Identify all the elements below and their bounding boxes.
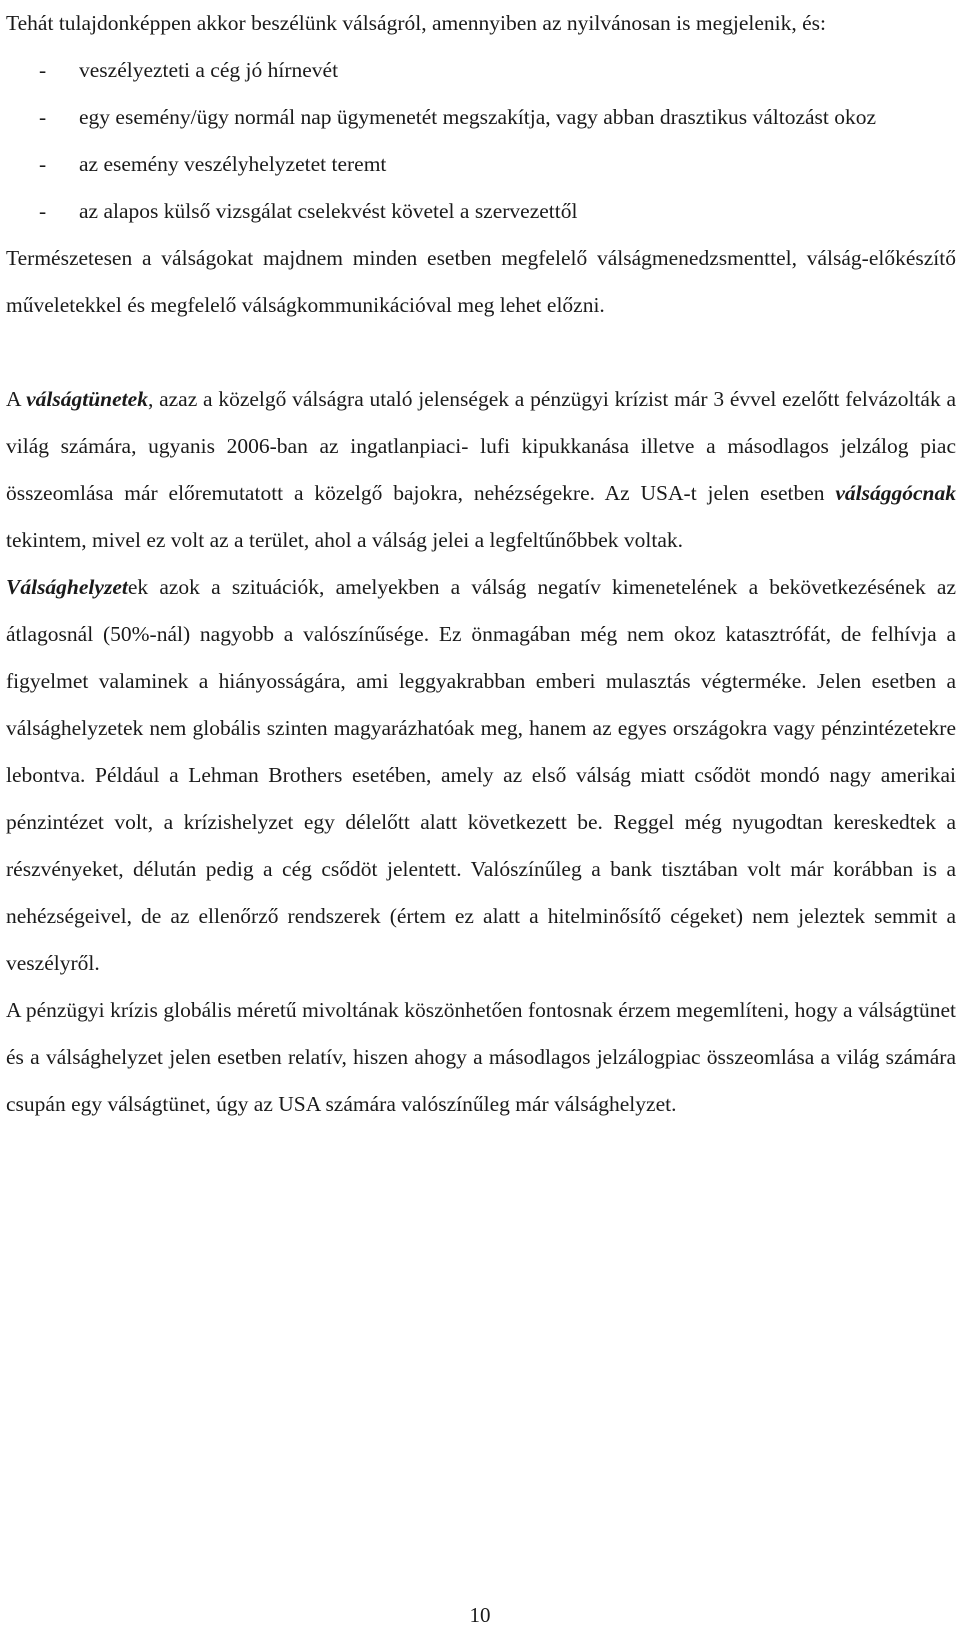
list-dash: -: [39, 199, 47, 223]
term-focus: válsággócnak: [835, 481, 956, 505]
symptoms-paragraph: A válságtünetek, azaz a közelgő válságra utaló jelenségek a pénzügyi krízist már 3 évvel ezelőtt felvázolták a világ számára, ugyanis 2006-ban az ingatlanpiaci- lufi kipukkanása illetve a másodlagos jelzálog piac összeomlása már előremutatott a közelgő bajokra, nehézségekre. Az USA-t jelen esetben válsággócnak tekintem, mivel ez volt az a terület, ahol a válság jelei a legfeltűnőbbek voltak.: [6, 387, 957, 552]
document-page: [6, 0, 956, 1128]
prevention-paragraph: Természetesen a válságokat majdnem minden esetben megfelelő válságmenedzsmenttel, válság-előkészítő műveletekkel és megfelelő válságkommunikációval meg lehet előzni.: [6, 246, 956, 317]
list-item: - az alapos külső vizsgálat cselekvést követel a szervezettől: [6, 188, 956, 235]
list-item: - egy esemény/ügy normál nap ügymenetét megszakítja, vagy abban drasztikus változást okoz: [6, 94, 956, 141]
criteria-list: [6, 47, 956, 235]
situation-paragraph: Válsághelyzetek azok a szituációk, amelyekben a válság negatív kimenetelének a bekövetkezésének az átlagosnál (50%-nál) nagyobb a valószínűsége. Ez önmagában még nem okoz katasztrófát, de felhívja a figyelmet valaminek a hiányosságára, ami leggyakrabban emberi mulasztás végterméke. Jelen esetben a válsághelyzetek nem globális szinten magyarázhatóak meg, hanem az egyes országokra vagy pénzintézetekre lebontva. Például a Lehman Brothers esetében, amely az első válság miatt csődöt mondó nagy amerikai pénzintézet volt, a krízishelyzet egy délelőtt alatt következett be. Reggel még nyugodtan kereskedtek a részvényeket, délután pedig a cég csődöt jelentett. Valószínűleg a bank tisztában volt már korábban is a nehézségeivel, de az ellenőrző rendszerek (értem ez alatt a hitelminősítő cégeket) nem jeleztek semmit a veszélyről.: [6, 575, 956, 975]
list-dash: -: [39, 58, 47, 82]
term-situation: Válsághelyzet: [6, 575, 128, 599]
intro-paragraph: Tehát tulajdonképpen akkor beszélünk válságról, amennyiben az nyilvánosan is megjelenik, és:: [6, 11, 827, 35]
page-number: 10: [469, 1603, 491, 1627]
global-paragraph: A pénzügyi krízis globális méretű mivoltának köszönhetően fontosnak érzem megemlíteni, hogy a válságtünet és a válsághelyzet jelen esetben relatív, hiszen ahogy a másodlagos jelzálogpiac összeomlása a világ számára csupán egy válságtünet, úgy az USA számára valószínűleg már válsághelyzet.: [6, 998, 956, 1116]
list-item: - az esemény veszélyhelyzetet teremt: [6, 141, 956, 188]
term-symptoms: válságtünetek: [26, 387, 148, 411]
list-dash: -: [39, 152, 47, 176]
list-dash: -: [39, 105, 47, 129]
list-item: - veszélyezteti a cég jó hírnevét: [6, 47, 956, 94]
paragraph-gap: [6, 329, 956, 376]
